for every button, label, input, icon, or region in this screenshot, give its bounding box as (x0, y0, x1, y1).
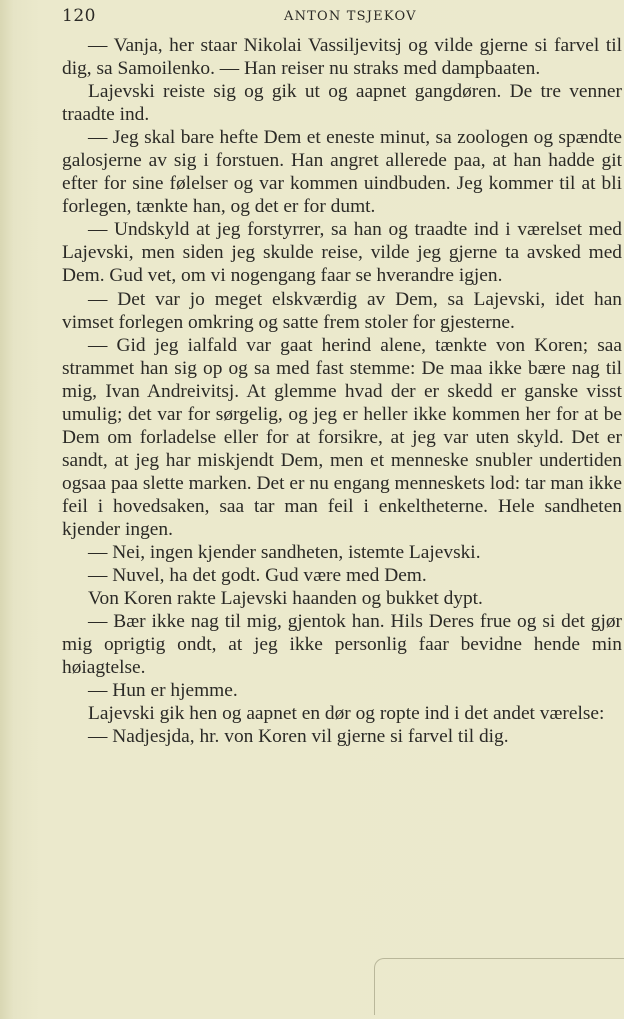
paragraph: — Hun er hjemme. (88, 680, 238, 702)
page-number: 120 (62, 6, 96, 26)
paragraph: — Nei, ingen kjender sandheten, istemte Lajevski. (88, 542, 481, 564)
paragraph: Lajevski reiste sig og gik ut og aapnet gangdøren. De tre venner traadte ind. (62, 81, 622, 126)
page-header (62, 6, 624, 30)
paragraph: — Bær ikke nag til mig, gjentok han. Hils Deres frue og si det gjør mig oprigtig ondt, at jeg ikke personlig faar bevidne hende min høiagtelse. (62, 611, 622, 679)
paragraph: — Jeg skal bare hefte Dem et eneste minut, sa zoologen og spændte galosjerne av sig i forstuen. Han angret allerede paa, at han hadde git efter for sine følelser og var kommen uindbuden. Jeg kommer til at bli forlegen, tænkte han, og det er for dumt. (62, 127, 622, 218)
paragraph: — Undskyld at jeg forstyrrer, sa han og traadte ind i værelset med Lajevski, men siden jeg skulde reise, vilde jeg gjerne ta avsked med Dem. Gud vet, om vi nogengang faar se hverandre igjen. (62, 219, 622, 287)
paragraph: — Det var jo meget elskværdig av Dem, sa Lajevski, idet han vimset forlegen omkring og satte frem stoler for gjesterne. (62, 288, 622, 333)
paragraph: Lajevski gik hen og aapnet en dør og ropte ind i det andet værelse: (88, 703, 605, 725)
paragraph: — Nadjesjda, hr. von Koren vil gjerne si farvel til dig. (88, 726, 509, 748)
running-head: ANTON TSJEKOV (284, 9, 417, 24)
body-text (62, 34, 622, 748)
paragraph: — Gid jeg ialfald var gaat herind alene, tænkte von Koren; saa strammet han sig op og sa med fast stemme: De maa ikke bære nag til mig, Ivan Andreivitsj. At glemme hvad der er skedd er ganske visst umulig; det var for sørgelig, og jeg er heller ikke kommen her for at be Dem om forladelse eller for at forsikre, at jeg var uten skyld. Det er sandt, at jeg har miskjendt Dem, men et menneske snubler undertiden ogsaa paa slette marken. Det er nu engang menneskets lod: tar man ikke feil i hovedsaken, saa tar man feil i enkeltheterne. Hele sandheten kjender ingen. (62, 334, 622, 540)
page-edge-mark (374, 958, 624, 1015)
paragraph: Von Koren rakte Lajevski haanden og bukket dypt. (88, 588, 483, 610)
paragraph: — Nuvel, ha det godt. Gud være med Dem. (88, 565, 427, 587)
paragraph: — Vanja, her staar Nikolai Vassiljevitsj og vilde gjerne si farvel til dig, sa Samoilenko. — Han reiser nu straks med dampbaaten. (62, 35, 622, 80)
